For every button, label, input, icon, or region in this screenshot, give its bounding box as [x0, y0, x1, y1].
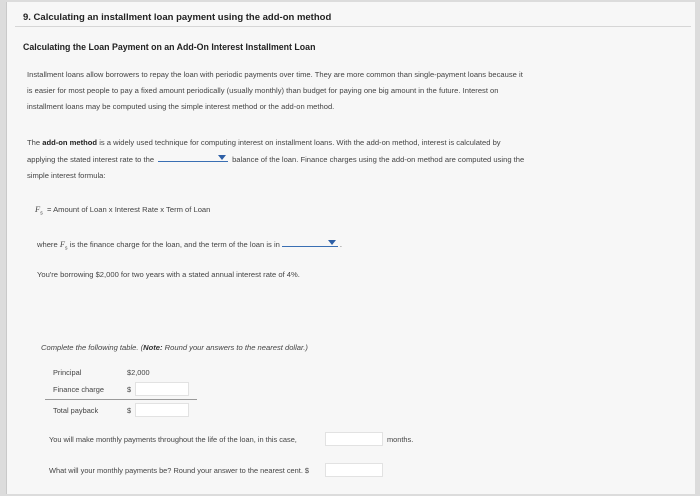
where-end: . — [339, 240, 342, 249]
addon-prefix: The — [27, 138, 41, 147]
monthly-payment-input[interactable] — [325, 463, 383, 477]
chevron-down-icon — [328, 240, 336, 245]
finance-charge-input[interactable] — [135, 382, 189, 396]
addon-paragraph — [27, 135, 667, 184]
formula-subscript: s — [40, 210, 43, 217]
months-input[interactable] — [325, 432, 383, 446]
formula-symbol: F — [35, 204, 41, 214]
table-divider — [45, 399, 197, 400]
principal-label: Principal — [53, 368, 82, 377]
addon-keyword: add-on method — [42, 138, 98, 147]
balance-dropdown[interactable] — [158, 151, 228, 162]
addon-line-2-before: applying the stated interest rate to the — [27, 155, 155, 164]
divider — [15, 26, 691, 27]
note-text: Round your answers to the nearest dollar.) — [162, 343, 308, 352]
months-label: months. — [387, 435, 414, 444]
chevron-down-icon — [218, 155, 226, 160]
term-unit-dropdown[interactable] — [282, 236, 338, 247]
total-payback-label: Total payback — [53, 406, 99, 415]
intro-line-2: is easier for most people to pay a fixed amount periodically (usually monthly) than budget for paying one big amount in the future. Interest on — [27, 86, 499, 95]
addon-line-3: simple interest formula: — [27, 171, 106, 180]
total-payback-input[interactable] — [135, 403, 189, 417]
intro-line-3: installment loans may be computed using the simple interest method or the add-on method. — [27, 102, 335, 111]
section-title: Calculating the Loan Payment on an Add-On Interest Installment Loan — [23, 42, 316, 52]
addon-line-1: is a widely used technique for computing interest on installment loans. With the add-on method, interest is calculated by — [99, 138, 501, 147]
payment-question: What will your monthly payments be? Round your answer to the nearest cent. $ — [49, 466, 310, 475]
where-after: is the finance charge for the loan, and the term of the loan is in — [69, 240, 280, 249]
where-symbol: F — [59, 239, 66, 249]
intro-paragraph — [27, 67, 667, 115]
formula — [35, 204, 210, 217]
total-payback-currency: $ — [127, 406, 132, 415]
question-panel — [6, 2, 695, 494]
where-before: where — [37, 240, 58, 249]
question-title: 9. Calculating an installment loan payment using the add-on method — [23, 12, 332, 23]
instructions-before: Complete the following table. ( — [41, 343, 144, 352]
formula-text: = Amount of Loan x Interest Rate x Term of Loan — [46, 205, 211, 214]
where-subscript: s — [65, 245, 68, 252]
finance-charge-label: Finance charge — [53, 385, 104, 394]
where-line — [37, 236, 342, 252]
note-label: Note: — [143, 343, 163, 352]
addon-line-2-after: balance of the loan. Finance charges using the add-on method are computed using the — [232, 155, 525, 164]
monthly-question: You will make monthly payments throughout the life of the loan, in this case, — [49, 435, 297, 444]
intro-line-1: Installment loans allow borrowers to repay the loan with periodic payments over time. They are more common than single-payment loans because it — [27, 70, 523, 79]
finance-charge-currency: $ — [127, 385, 132, 394]
table-instructions — [41, 343, 308, 352]
scenario-text: You're borrowing $2,000 for two years with a stated annual interest rate of 4%. — [37, 270, 300, 279]
principal-value: $2,000 — [127, 368, 150, 377]
